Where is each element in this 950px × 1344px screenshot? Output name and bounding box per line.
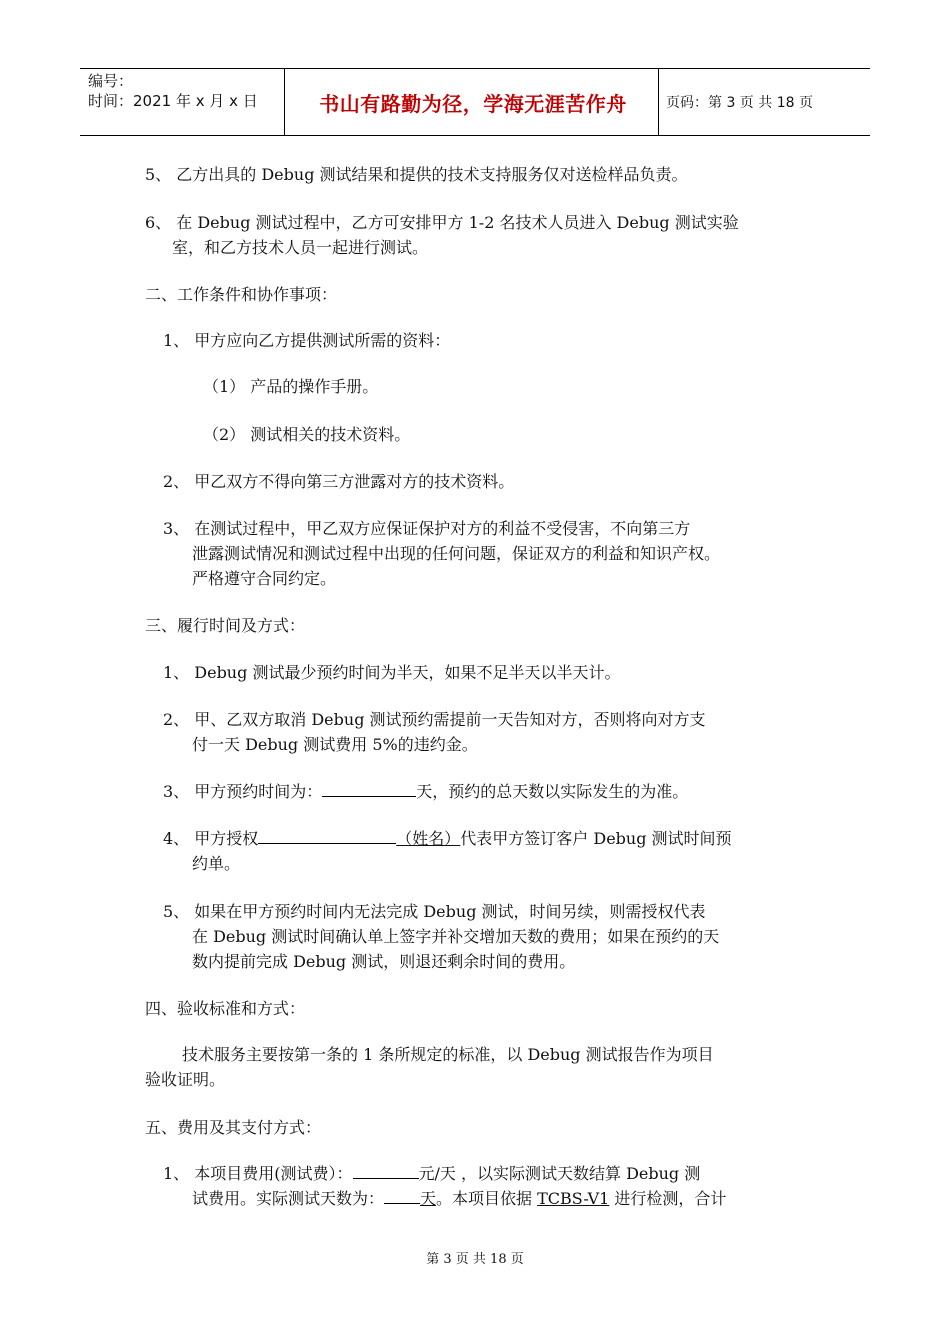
section-2-item-1b: （2） 测试相关的技术资料。 xyxy=(203,425,411,444)
clause-6-line2: 室，和乙方技术人员一起进行测试。 xyxy=(172,238,429,257)
section-4-body xyxy=(145,1042,714,1092)
reservation-days-blank[interactable] xyxy=(322,779,416,797)
section-5-days-unit: 天 xyxy=(420,1189,437,1208)
section-3-item-5 xyxy=(163,899,719,974)
section-3-item-5-line1: 5、 如果在甲方预约时间内无法完成 Debug 测试，时间另续，则需授权代表 xyxy=(163,902,706,921)
section-5-item-1 xyxy=(163,1161,726,1211)
section-2-item-1a: （1） 产品的操作手册。 xyxy=(203,377,379,396)
section-3-item-2-line1: 2、 甲、乙双方取消 Debug 测试预约需提前一天告知对方，否则将向对方支 xyxy=(163,710,706,729)
actual-days-blank[interactable] xyxy=(384,1186,420,1204)
section-2-item-3 xyxy=(163,516,720,591)
authorized-name-hint: （姓名） xyxy=(396,829,461,848)
authorized-name-blank[interactable] xyxy=(258,826,396,844)
header-divider-left xyxy=(284,69,285,135)
section-2-item-1: 1、 甲方应向乙方提供测试所需的资料： xyxy=(163,331,451,350)
section-3-item-4-line2: 约单。 xyxy=(192,854,241,873)
document-header xyxy=(80,68,870,136)
section-4-body-line2: 验收证明。 xyxy=(145,1070,226,1089)
test-standard-name: TCBS-V1 xyxy=(537,1189,610,1208)
section-3-item-5-line3: 数内提前完成 Debug 测试，则退还剩余时间的费用。 xyxy=(192,952,576,971)
section-3-item-1: 1、 Debug 测试最少预约时间为半天，如果不足半天以半天计。 xyxy=(163,663,621,682)
clause-6-line1: 6、 在 Debug 测试过程中，乙方可安排甲方 1-2 名技术人员进入 Debug 测试实验 xyxy=(145,213,739,232)
clause-5: 5、 乙方出具的 Debug 测试结果和提供的技术支持服务仅对送检样品负责。 xyxy=(145,165,688,184)
section-2-item-3-line2: 泄露测试情况和测试过程中出现的任何问题，保证双方的利益和知识产权。 xyxy=(192,544,721,563)
section-3-title: 三、履行时间及方式： xyxy=(145,616,306,635)
section-5-item-1-prefix: 1、 本项目费用(测试费）： xyxy=(163,1164,353,1183)
section-3-item-3-prefix: 3、 甲方预约时间为： xyxy=(163,782,323,801)
section-5-item-1-rate: 元/天 ，以实际测试天数结算 Debug 测 xyxy=(418,1164,701,1183)
section-5-item-1-days-label: 试费用。实际测试天数为： xyxy=(192,1189,385,1208)
document-date-label: 时间：2021 年 x 月 x 日 xyxy=(88,92,258,110)
page-footer: 第 3 页 共 18 页 xyxy=(426,1252,524,1267)
header-page-label: 页码：第 3 页 共 18 页 xyxy=(666,95,813,111)
section-5-item-1-total: 进行检测，合计 xyxy=(609,1189,727,1208)
document-number-label: 编号： xyxy=(88,72,134,90)
daily-fee-blank[interactable] xyxy=(353,1161,419,1179)
section-3-item-3 xyxy=(163,779,688,804)
header-motto: 书山有路勤为径，学海无涯苦作舟 xyxy=(319,91,627,116)
header-left-cell xyxy=(88,71,288,111)
section-2-title: 二、工作条件和协作事项： xyxy=(145,285,338,304)
section-3-item-4-prefix: 4、 甲方授权 xyxy=(163,829,259,848)
section-2-item-3-line1: 3、 在测试过程中，甲乙双方应保证保护对方的利益不受侵害，不向第三方 xyxy=(163,519,691,538)
section-3-item-4 xyxy=(163,826,732,876)
section-4-title: 四、验收标准和方式： xyxy=(145,999,306,1018)
section-5-title: 五、费用及其支付方式： xyxy=(145,1118,322,1137)
header-divider-right xyxy=(658,69,659,135)
clause-6 xyxy=(145,210,739,260)
section-5-item-1-basis: 。本项目依据 xyxy=(436,1189,538,1208)
section-3-item-3-suffix: 天，预约的总天数以实际发生的为准。 xyxy=(416,782,689,801)
section-2-item-3-line3: 严格遵守合同约定。 xyxy=(192,569,337,588)
section-3-item-2 xyxy=(163,707,706,757)
section-3-item-4-suffix: 代表甲方签订客户 Debug 测试时间预 xyxy=(460,829,732,848)
section-3-item-2-line2: 付一天 Debug 测试费用 5%的违约金。 xyxy=(192,735,478,754)
section-4-body-line1: 技术服务主要按第一条的 1 条所规定的标准，以 Debug 测试报告作为项目 xyxy=(182,1045,714,1064)
section-2-item-2: 2、 甲乙双方不得向第三方泄露对方的技术资料。 xyxy=(163,472,515,491)
section-3-item-5-line2: 在 Debug 测试时间确认单上签字并补交增加天数的费用；如果在预约的天 xyxy=(192,927,720,946)
